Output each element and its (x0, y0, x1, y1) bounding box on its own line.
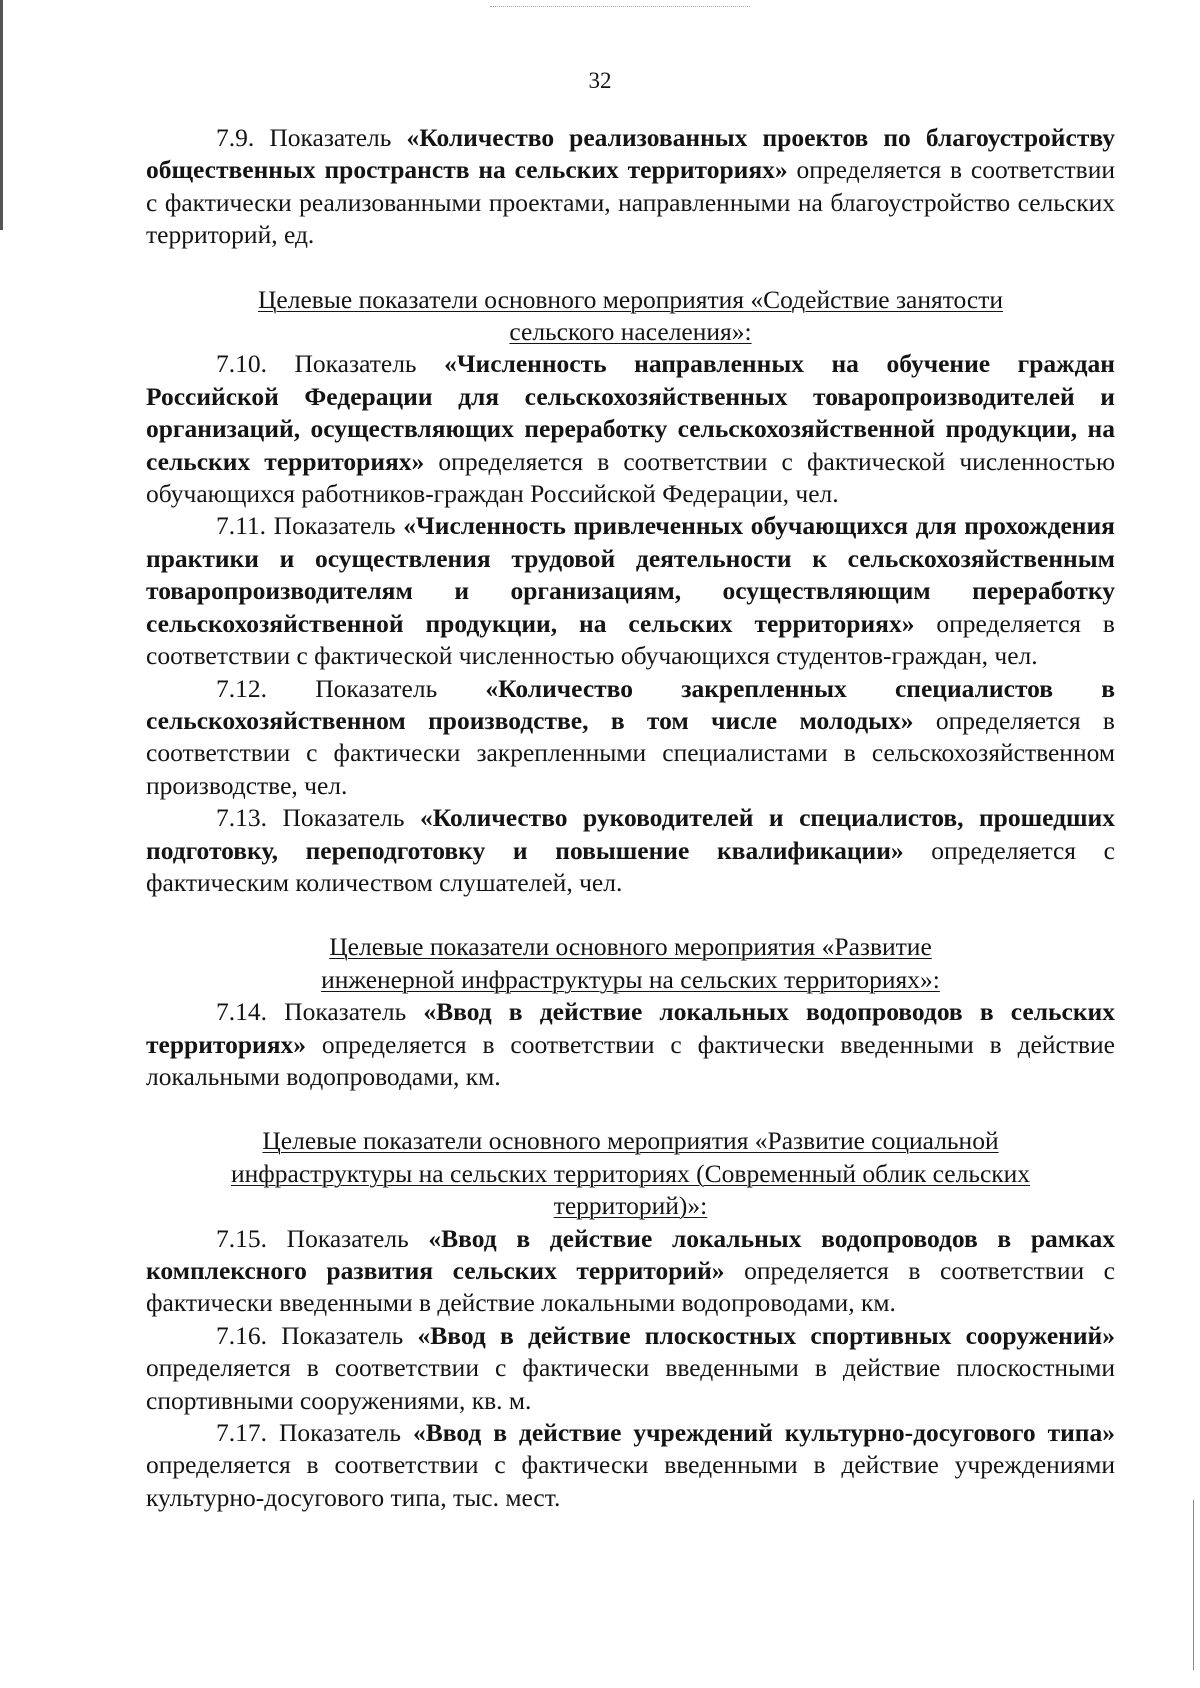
paragraph-7-10 (146, 348, 1115, 510)
paragraph-text: определяется в соответствии с фактически введенными в действие плоскостными спортивными сооружениями, кв. м. (146, 1353, 1115, 1415)
indicator-name: «Количество реализованных проектов по благоустройству общественных пространств на сельских территориях» (146, 123, 1115, 185)
paragraph-number: 7.15. Показатель (216, 1223, 429, 1253)
paragraph-7-15 (146, 1223, 1115, 1320)
page-number: 32 (588, 68, 612, 93)
indicator-name: «Ввод в действие локальных водопроводов в рамках комплексного развития сельских территорий» (146, 1223, 1115, 1285)
paragraph-number: 7.12. Показатель (216, 673, 486, 703)
section-heading-social: Целевые показатели основного мероприятия «Развитие социальной инфраструктуры на сельских территориях (Современный облик сельских территорий)»: (230, 1126, 1031, 1221)
section-heading-engineering: Целевые показатели основного мероприятия «Развитие инженерной инфраструктуры на сельских территориях»: (321, 932, 940, 994)
scan-edge-right (1193, 1500, 1194, 1670)
paragraph-7-11 (146, 510, 1115, 672)
paragraph-text: определяется с фактическим количеством слушателей, чел. (146, 835, 1115, 897)
indicator-name: «Ввод в действие локальных водопроводов в сельских территориях» (146, 997, 1115, 1059)
paragraph-number: 7.14. Показатель (216, 997, 424, 1027)
paragraph-text: определяется в соответствии с фактической численностью обучающихся студентов-граждан, чел. (146, 608, 1115, 671)
section-heading-employment: Целевые показатели основного мероприятия «Содействие занятости сельского населения»: (257, 284, 1004, 347)
paragraph-text: определяется в соответствии с фактически введенными в действие локальными водопроводами, км. (146, 1256, 1116, 1318)
indicator-name: «Ввод в действие учреждений культурно-досугового типа» (412, 1418, 1115, 1448)
paragraph-number: 7.17. Показатель (216, 1418, 413, 1448)
paragraph-text: определяется в соответствии с фактически закрепленными специалистами в сельскохозяйственном производстве, чел. (146, 705, 1115, 800)
paragraph-7-14 (146, 996, 1115, 1093)
paragraph-number: 7.9. Показатель (216, 123, 407, 152)
indicator-name: «Количество руководителей и специалистов, прошедших подготовку, переподготовку и повышение квалификации» (146, 803, 1115, 865)
indicator-name: «Численность привлеченных обучающихся для прохождения практики и осуществления трудовой деятельности к сельскохозяйственным товаропроизводителям и организациям, осуществляющим переработку сельскохозяйственной продукции, на сельских территориях» (146, 511, 1115, 638)
paragraph-number: 7.10. Показатель (216, 349, 445, 379)
paragraph-7-16 (146, 1320, 1115, 1417)
paragraph-number: 7.16. Показатель (216, 1320, 418, 1350)
scan-artifact-top (490, 6, 750, 8)
paragraph-7-9 (146, 122, 1115, 252)
paragraph-7-13 (146, 802, 1115, 899)
indicator-name: «Численность направленных на обучение граждан Российской Федерации для сельскохозяйственных товаропроизводителей и организаций, осуществляющих переработку сельскохозяйственной продукции, на сельских территориях» (146, 349, 1115, 476)
paragraph-number: 7.11. Показатель (216, 511, 404, 541)
paragraph-number: 7.13. Показатель (216, 803, 420, 833)
paragraph-7-12 (146, 673, 1115, 803)
document-body (146, 122, 1115, 1514)
paragraph-text: определяется в соответствии с фактически введенными в действие учреждениями культурно-досугового типа, тыс. мест. (146, 1450, 1115, 1512)
indicator-name: «Ввод в действие плоскостных спортивных сооружений» (417, 1320, 1115, 1350)
scan-edge-left (0, 0, 3, 230)
paragraph-text: определяется в соответствии с фактической численностью обучающихся работников-граждан Российской Федерации, чел. (146, 446, 1116, 509)
indicator-name: «Количество закрепленных специалистов в сельскохозяйственном производстве, в том числе молодых» (146, 673, 1115, 735)
paragraph-text: определяется в соответствии с фактически реализованными проектами, направленными на благоустройство сельских территорий, ед. (146, 155, 1115, 250)
paragraph-7-17 (146, 1417, 1115, 1514)
paragraph-text: определяется в соответствии с фактически введенными в действие локальными водопроводами, км. (146, 1029, 1115, 1091)
